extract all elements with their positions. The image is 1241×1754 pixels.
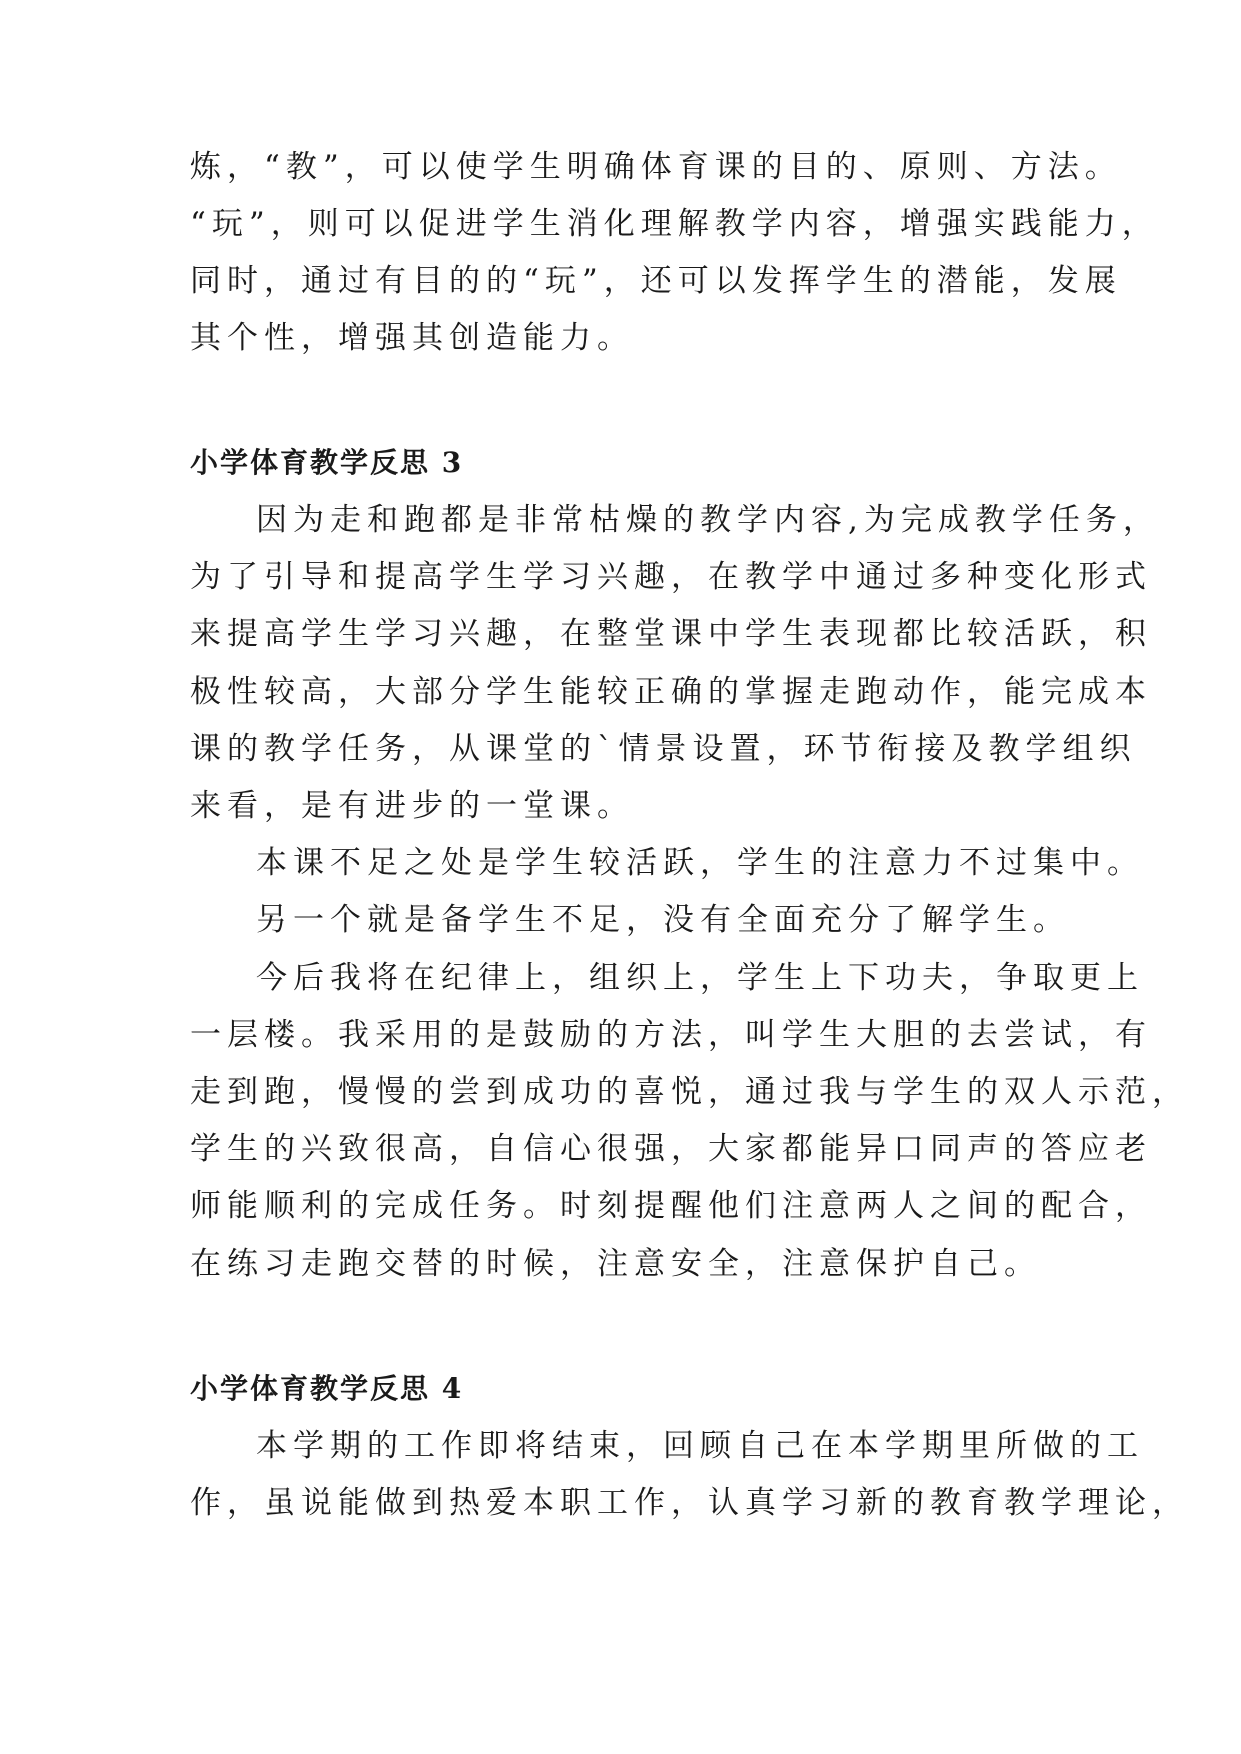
paragraph-line: 一层楼。我采用的是鼓励的方法，叫学生大胆的去尝试，有 [190, 1017, 1152, 1053]
paragraph-line: 同时，通过有目的的“玩”，还可以发挥学生的潜能，发展 [190, 263, 1122, 299]
section-heading: 小学体育教学反思 4 [190, 1372, 464, 1405]
paragraph-line: 其个性，增强其创造能力。 [190, 320, 634, 356]
paragraph-line: “玩”，则可以促进学生消化理解教学内容，增强实践能力， [190, 206, 1159, 242]
paragraph-line: 来提高学生学习兴趣，在整堂课中学生表现都比较活跃，积 [190, 616, 1152, 652]
section-heading: 小学体育教学反思 3 [190, 446, 464, 479]
paragraph-line: 炼，“教”，可以使学生明确体育课的目的、原则、方法。 [190, 149, 1122, 185]
paragraph-line: 今后我将在纪律上，组织上，学生上下功夫，争取更上 [256, 960, 1144, 996]
paragraph-line: 作，虽说能做到热爱本职工作，认真学习新的教育教学理论， [190, 1485, 1189, 1521]
paragraph-line: 课的教学任务，从课堂的`情景设置，环节衔接及教学组织 [190, 731, 1137, 767]
paragraph-line: 学生的兴致很高，自信心很强，大家都能异口同声的答应老 [190, 1131, 1152, 1167]
paragraph-line: 在练习走跑交替的时候，注意安全，注意保护自己。 [190, 1246, 1041, 1282]
paragraph-line: 本课不足之处是学生较活跃，学生的注意力不过集中。 [256, 845, 1144, 881]
paragraph-line: 走到跑，慢慢的尝到成功的喜悦，通过我与学生的双人示范， [190, 1074, 1189, 1110]
paragraph-line: 本学期的工作即将结束，回顾自己在本学期里所做的工 [256, 1428, 1144, 1464]
paragraph-line: 来看，是有进步的一堂课。 [190, 788, 634, 824]
paragraph-line: 为了引导和提高学生学习兴趣，在教学中通过多种变化形式 [190, 559, 1152, 595]
paragraph-line: 师能顺利的完成任务。时刻提醒他们注意两人之间的配合， [190, 1188, 1152, 1224]
paragraph-line: 因为走和跑都是非常枯燥的教学内容,为完成教学任务， [256, 502, 1160, 538]
paragraph-line: 极性较高，大部分学生能较正确的掌握走跑动作，能完成本 [190, 674, 1152, 710]
paragraph-line: 另一个就是备学生不足，没有全面充分了解学生。 [256, 902, 1070, 938]
